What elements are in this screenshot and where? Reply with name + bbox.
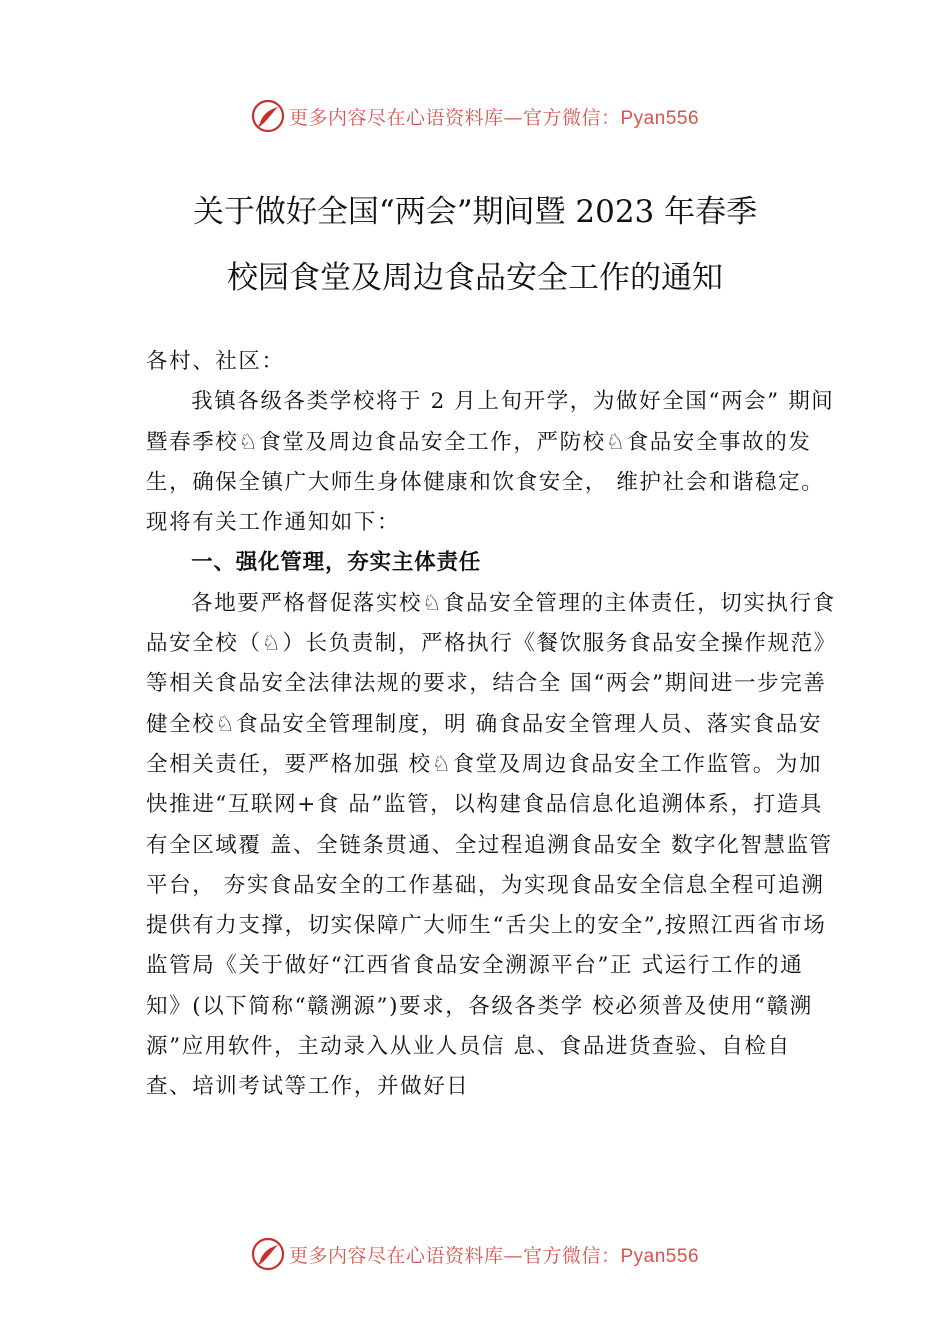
watermark-footer — [0, 1234, 950, 1274]
watermark-text: 更多内容尽在心语资料库—官方微信：Pyan556 — [288, 106, 700, 129]
paragraph-intro: 我镇各级各类学校将于 2 月上旬开学，为做好全国“两会” 期间暨春季校♘食堂及周边食品安全工作，严防校♘食品安全事故的发生，确保全镇广大师生身体健康和饮食安全， 维护社会和谐稳定。现将有关工作通知如下： — [146, 389, 835, 536]
watermark-header — [0, 96, 950, 136]
document-body — [146, 342, 836, 1108]
document-title-line-1: 关于做好全国“两会”期间暨 2023 年春季 — [192, 194, 758, 230]
salutation: 各村、社区： — [146, 349, 285, 374]
paragraph-section-1: 各地要严格督促落实校♘食品安全管理的主体责任，切实执行食品安全校（♘）长负责制，严格执行《餐饮服务食品安全操作规范》等相关食品安全法律法规的要求，结合全 国“两会”期间进一步完善健全校♘食品安全管理制度，明 确食品安全管理人员、落实食品安全相关责任，要严格加强 校♘食堂及周边食品安全工作监管。为加快推进“互联网+食 品”监管，以构建食品信息化追溯体系，打造具有全区域覆 盖、全链条贯通、全过程追溯食品安全 数字化智慧监管平台， 夯实食品安全的工作基础，为实现食品安全信息全程可追溯 提供有力支撑，切实保障广大师生“舌尖上的安全”,按照江西省市场监管局《关于做好“江西省食品安全溯源平台”正 式运行工作的通知》(以下简称“赣溯源”)要求，各级各类学 校必须普及使用“赣溯源”应用软件，主动录入从业人员信 息、食品进货查验、自检自查、培训考试等工作，并做好日 — [146, 590, 836, 1100]
document-title-line-2: 校园食堂及周边食品安全工作的通知 — [227, 260, 723, 296]
section-heading-1: 一、强化管理，夯实主体责任 — [191, 550, 482, 576]
watermark-text: 更多内容尽在心语资料库—官方微信：Pyan556 — [288, 1244, 700, 1267]
ink-pen-logo-icon — [251, 99, 285, 133]
ink-pen-logo-icon — [251, 1237, 285, 1271]
